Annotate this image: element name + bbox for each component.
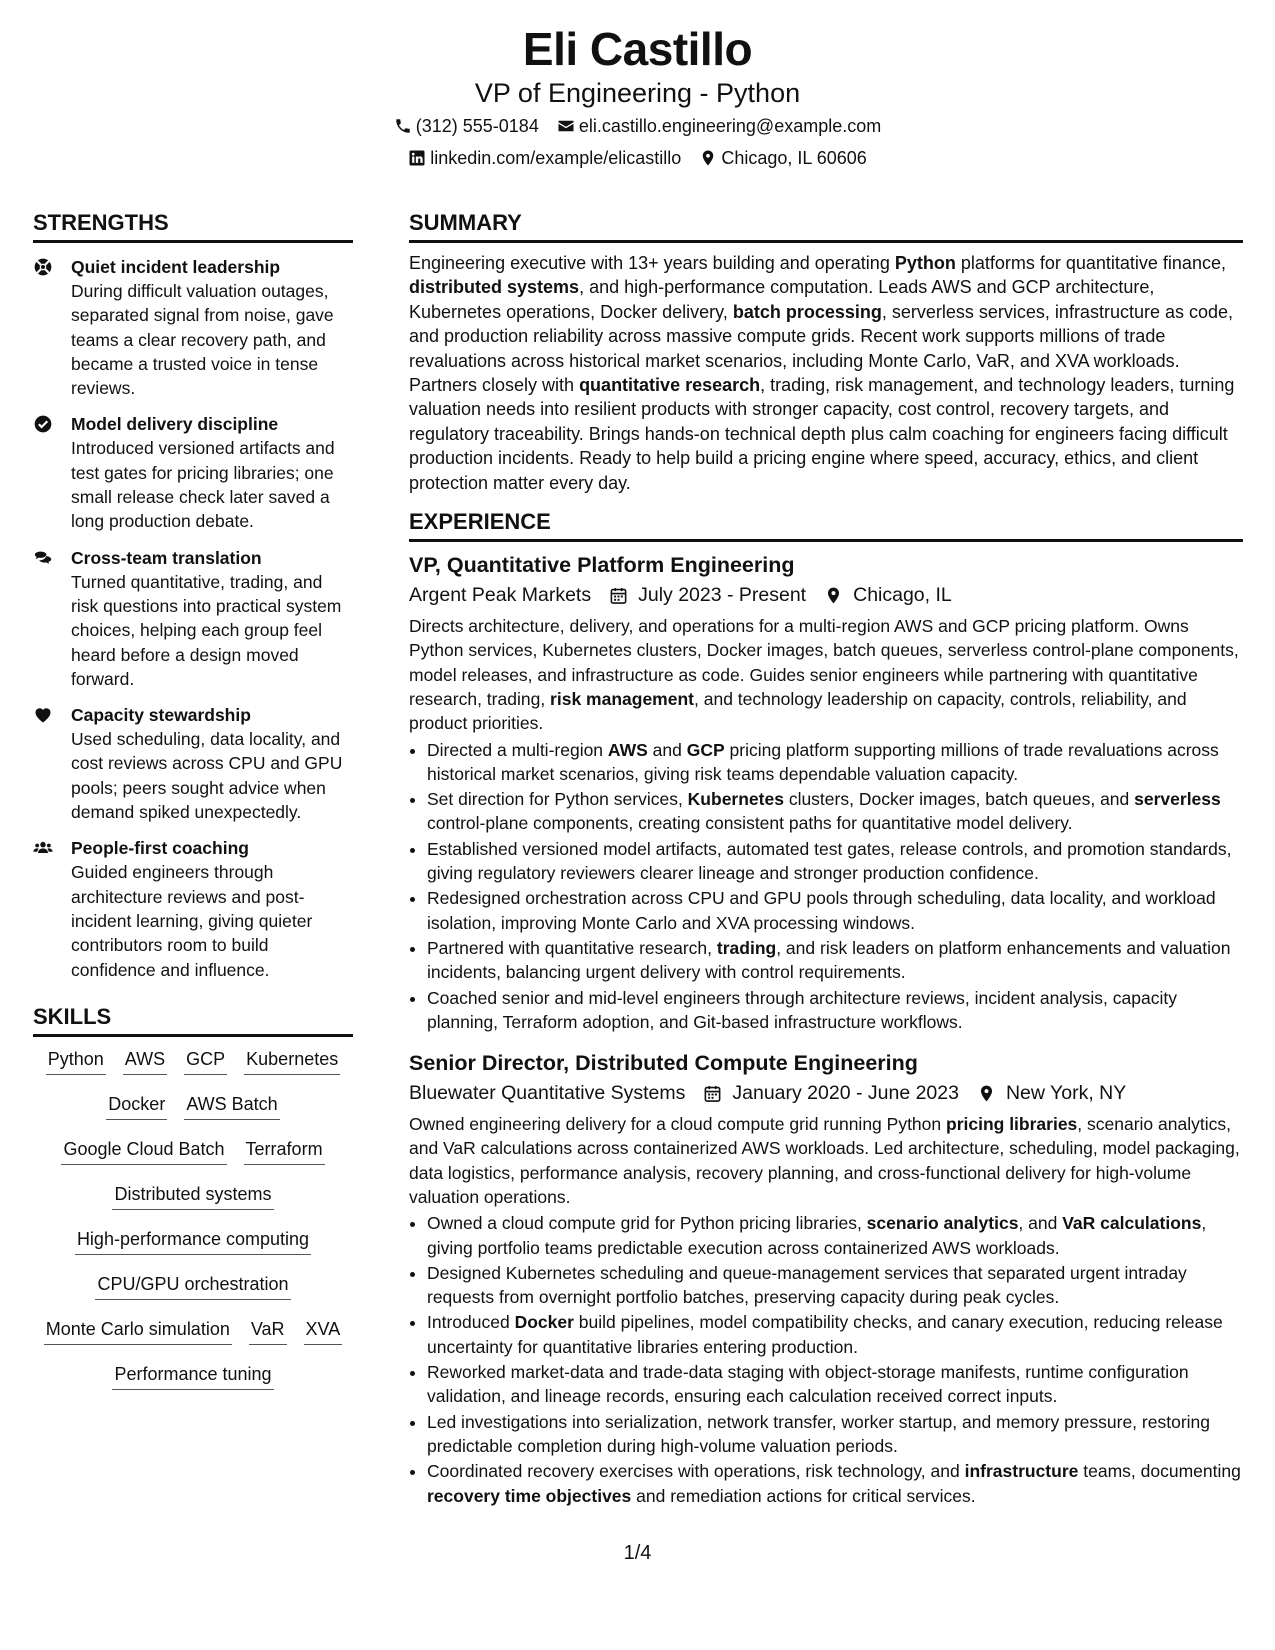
linkedin-text[interactable]: linkedin.com/example/elicastillo	[430, 148, 682, 168]
bullet-item	[427, 1360, 1243, 1409]
strength-item	[33, 255, 353, 400]
text-run: Owned a cloud compute grid for Python pricing libraries,	[427, 1213, 867, 1234]
bullet-item	[427, 986, 1243, 1035]
bold-keyword: Python	[894, 253, 956, 273]
skills-heading: SKILLS	[33, 1004, 353, 1037]
bold-keyword: serverless	[1134, 789, 1221, 810]
text-run: , and high-performance computation. Leads AWS and GCP architecture, Kubernetes operations, Docker delivery,	[409, 277, 1155, 322]
bullet-item	[427, 738, 1243, 787]
bold-keyword: Docker	[514, 1312, 574, 1333]
skill-tag: Distributed systems	[112, 1182, 273, 1210]
check-circle-icon	[33, 414, 53, 434]
bullet-item	[427, 787, 1243, 836]
comments-icon	[33, 548, 53, 568]
job-title: VP, Quantitative Platform Engineering	[409, 553, 795, 578]
skills-list	[33, 1047, 353, 1407]
email-text[interactable]: eli.castillo.engineering@example.com	[578, 116, 882, 136]
skill-tag: GCP	[184, 1047, 227, 1075]
contact-row-2	[0, 144, 1275, 172]
text-run: , and risk leaders on platform enhancements and valuation incidents, balancing urgent delivery with control requirements.	[427, 937, 1231, 983]
skill-tag: Python	[46, 1047, 106, 1075]
summary-heading: SUMMARY	[409, 210, 1243, 243]
skill-tag: Monte Carlo simulation	[44, 1317, 232, 1345]
job-meta	[409, 580, 1243, 610]
experience-heading: EXPERIENCE	[409, 509, 1243, 542]
strength-item	[33, 412, 353, 533]
text-run: and remediation actions for critical services.	[631, 1485, 976, 1506]
job-location: New York, NY	[1005, 1082, 1127, 1105]
contact-location	[699, 144, 866, 172]
map-pin-icon	[977, 1084, 996, 1103]
bold-keyword: GCP	[686, 739, 725, 760]
location-text: Chicago, IL 60606	[721, 148, 867, 168]
right-column	[409, 210, 1243, 1509]
text-run: Directs architecture, delivery, and operations for a multi-region AWS and GCP pricing platform. Owns Python services, Kubernetes clusters, Docker images, batch queues, serverless control-plane components, model releases, and infrastructure as code. Guides senior engineers while partnering with quantitative research, trading,	[409, 616, 1239, 709]
text-run: teams, documenting	[1078, 1461, 1241, 1482]
skill-tag: XVA	[304, 1317, 343, 1345]
strength-title: People-first coaching	[71, 838, 249, 859]
text-run: Reworked market-data and trade-data staging with object-storage manifests, runtime configuration validation, and lineage records, ensuring each calculation received correct inputs.	[427, 1362, 1189, 1407]
contact-linkedin[interactable]	[408, 144, 681, 172]
bold-keyword: Kubernetes	[687, 789, 784, 810]
job-location: Chicago, IL	[853, 584, 952, 607]
skill-row	[33, 1182, 353, 1227]
skill-tag: CPU/GPU orchestration	[95, 1272, 290, 1300]
bullet-item	[427, 1211, 1243, 1260]
text-run: clusters, Docker images, batch queues, and	[783, 789, 1135, 810]
skill-tag: Docker	[106, 1092, 167, 1120]
text-run: and	[647, 739, 687, 760]
text-run: Established versioned model artifacts, automated test gates, release controls, and promotion standards, giving regulatory reviewers clearer lineage and stronger production confidence.	[427, 838, 1232, 884]
job-description	[409, 1112, 1243, 1209]
strength-title: Quiet incident leadership	[71, 257, 281, 277]
bullet-item	[427, 837, 1243, 886]
text-run: Set direction for Python services,	[427, 789, 688, 810]
strength-desc: During difficult valuation outages, separated signal from noise, gave teams a clear recovery path, and became a trusted voice in tense reviews.	[71, 281, 334, 399]
skill-row	[33, 1047, 353, 1092]
skill-tag: VaR	[249, 1317, 287, 1345]
skill-tag: AWS	[123, 1047, 167, 1075]
bold-keyword: VaR calculations	[1062, 1213, 1202, 1234]
heart-icon	[33, 705, 53, 725]
resume-header	[0, 24, 1275, 172]
text-run: Introduced	[427, 1312, 515, 1333]
phone-icon	[394, 117, 412, 135]
text-run: , scenario analytics, and VaR calculations across containerized AWS workloads. Led architecture, scheduling, model packaging, data logistics, performance analysis, recovery planning, and cross-functional delivery for high-volume valuation operations.	[409, 1114, 1240, 1207]
text-run: , serverless services, infrastructure as code, and production reliability across massive compute grids. Recent work supports millions of trade revaluations across historical market scenarios, including Monte Carlo, VaR, and XVA workloads. Partners closely with	[409, 301, 1234, 396]
job-entry	[409, 1048, 1243, 1508]
bold-keyword: scenario analytics	[866, 1213, 1019, 1234]
strength-title: Capacity stewardship	[71, 705, 251, 726]
calendar-icon	[703, 1084, 722, 1103]
left-column	[33, 210, 353, 1407]
skill-row	[33, 1362, 353, 1407]
text-run: , and	[1018, 1213, 1063, 1234]
text-run: Coached senior and mid-level engineers through architecture reviews, incident analysis, capacity planning, Terraform adoption, and Git-based infrastructure workflows.	[427, 987, 1177, 1032]
job-title: Senior Director, Distributed Compute Engineering	[409, 1051, 918, 1076]
bold-keyword: infrastructure	[964, 1461, 1079, 1482]
bold-keyword: distributed systems	[409, 277, 580, 298]
skill-tag: AWS Batch	[184, 1092, 279, 1120]
skill-row	[33, 1092, 353, 1137]
contact-phone	[394, 112, 539, 140]
bold-keyword: trading	[716, 937, 777, 958]
text-run: Redesigned orchestration across CPU and GPU pools through scheduling, data locality, and workload isolation, improving Monte Carlo and XVA processing windows.	[427, 888, 1216, 933]
skill-row	[33, 1317, 353, 1362]
strength-desc: Used scheduling, data locality, and cost reviews across CPU and GPU pools; peers sought advice when demand spiked unexpectedly.	[71, 729, 343, 823]
text-run: Coordinated recovery exercises with operations, risk technology, and	[427, 1461, 965, 1482]
map-pin-icon	[699, 149, 717, 167]
strength-item	[33, 703, 353, 824]
skill-row	[33, 1227, 353, 1272]
calendar-icon	[609, 586, 628, 605]
bold-keyword: AWS	[607, 739, 648, 760]
bullet-item	[427, 936, 1243, 985]
text-run: Led investigations into serialization, network transfer, worker startup, and memory pressure, restoring predictable completion during high-volume valuation periods.	[427, 1411, 1210, 1456]
strength-title: Cross-team translation	[71, 547, 262, 568]
bold-keyword: risk management	[550, 688, 694, 709]
envelope-icon	[557, 117, 575, 135]
bold-keyword: batch processing	[732, 301, 882, 322]
text-run: , giving portfolio teams predictable execution across containerized AWS workloads.	[427, 1213, 1207, 1258]
text-run: pricing platform supporting millions of trade revaluations across historical market scenarios, giving risk teams dependable valuation capacity.	[427, 739, 1219, 784]
job-dates: July 2023 - Present	[638, 584, 807, 607]
job-entry	[409, 550, 1243, 1034]
job-company: Argent Peak Markets	[409, 584, 592, 607]
candidate-title: VP of Engineering - Python	[474, 78, 801, 108]
job-description	[409, 614, 1243, 735]
bold-keyword: quantitative research	[579, 375, 761, 396]
job-dates: January 2020 - June 2023	[732, 1082, 959, 1105]
skill-row	[33, 1137, 353, 1182]
strength-title: Model delivery discipline	[71, 414, 279, 435]
text-run: Partnered with quantitative research,	[427, 937, 717, 958]
candidate-name: Eli Castillo	[522, 23, 753, 75]
bullet-item	[427, 1261, 1243, 1310]
text-run: Directed a multi-region	[427, 739, 608, 760]
bullet-item	[427, 1410, 1243, 1459]
users-icon	[33, 838, 53, 858]
strength-item	[33, 546, 353, 691]
job-company: Bluewater Quantitative Systems	[409, 1082, 686, 1105]
contact-row-1	[0, 112, 1275, 140]
bold-keyword: pricing libraries	[946, 1114, 1078, 1135]
text-run: control-plane components, creating consistent paths for quantitative model delivery.	[427, 813, 1073, 834]
map-pin-icon	[824, 586, 843, 605]
strength-item	[33, 836, 353, 981]
bold-keyword: recovery time objectives	[427, 1485, 632, 1506]
strengths-list	[33, 255, 353, 982]
text-run: , trading, risk management, and technology leaders, turning valuation needs into resilient products with stronger capacity, cost control, recovery targets, and regulatory traceability. Brings hands-on technical depth plus calm coaching for engineers facing difficult production incidents. Ready to help build a pricing engine where speed, accuracy, ethics, and client protection matter every day.	[409, 375, 1235, 493]
text-run: Designed Kubernetes scheduling and queue-management services that separated urgent intraday requests from overnight portfolio batches, preserving capacity during peak cycles.	[427, 1262, 1187, 1308]
strength-desc: Introduced versioned artifacts and test gates for pricing libraries; one small release check later saved a long production debate.	[71, 438, 335, 532]
skill-tag: Kubernetes	[244, 1047, 340, 1075]
contact-email[interactable]	[557, 112, 881, 140]
text-run: platforms for quantitative finance,	[955, 253, 1226, 273]
bullet-item	[427, 1310, 1243, 1359]
job-meta	[409, 1078, 1243, 1108]
text-run: Engineering executive with 13+ years building and operating	[409, 253, 895, 273]
strength-desc: Guided engineers through architecture reviews and post-incident learning, giving quieter contributors room to build confidence and influence.	[71, 862, 313, 980]
skill-tag: Performance tuning	[112, 1362, 273, 1390]
skill-tag: Google Cloud Batch	[61, 1137, 226, 1165]
bullet-item	[427, 886, 1243, 935]
job-bullets	[409, 738, 1243, 1035]
strengths-heading: STRENGTHS	[33, 210, 353, 243]
linkedin-icon	[408, 149, 426, 167]
summary-text	[409, 251, 1243, 495]
strength-desc: Turned quantitative, trading, and risk questions into practical system choices, helping each group feel heard before a design moved forward.	[71, 571, 342, 689]
text-run: , and technology leadership on capacity, controls, reliability, and product priorities.	[409, 688, 1187, 734]
phone-text: (312) 555-0184	[415, 116, 539, 136]
page-number: 1/4	[623, 1542, 652, 1564]
bullet-item	[427, 1459, 1243, 1508]
lifebuoy-icon	[33, 257, 53, 277]
skill-tag: High-performance computing	[75, 1227, 311, 1255]
text-run: Owned engineering delivery for a cloud compute grid running Python	[409, 1114, 946, 1135]
text-run: build pipelines, model compatibility checks, and canary execution, reducing release uncertainty for quantitative libraries entering production.	[427, 1312, 1223, 1357]
skill-tag: Terraform	[244, 1137, 325, 1165]
skill-row	[33, 1272, 353, 1317]
job-bullets	[409, 1211, 1243, 1508]
